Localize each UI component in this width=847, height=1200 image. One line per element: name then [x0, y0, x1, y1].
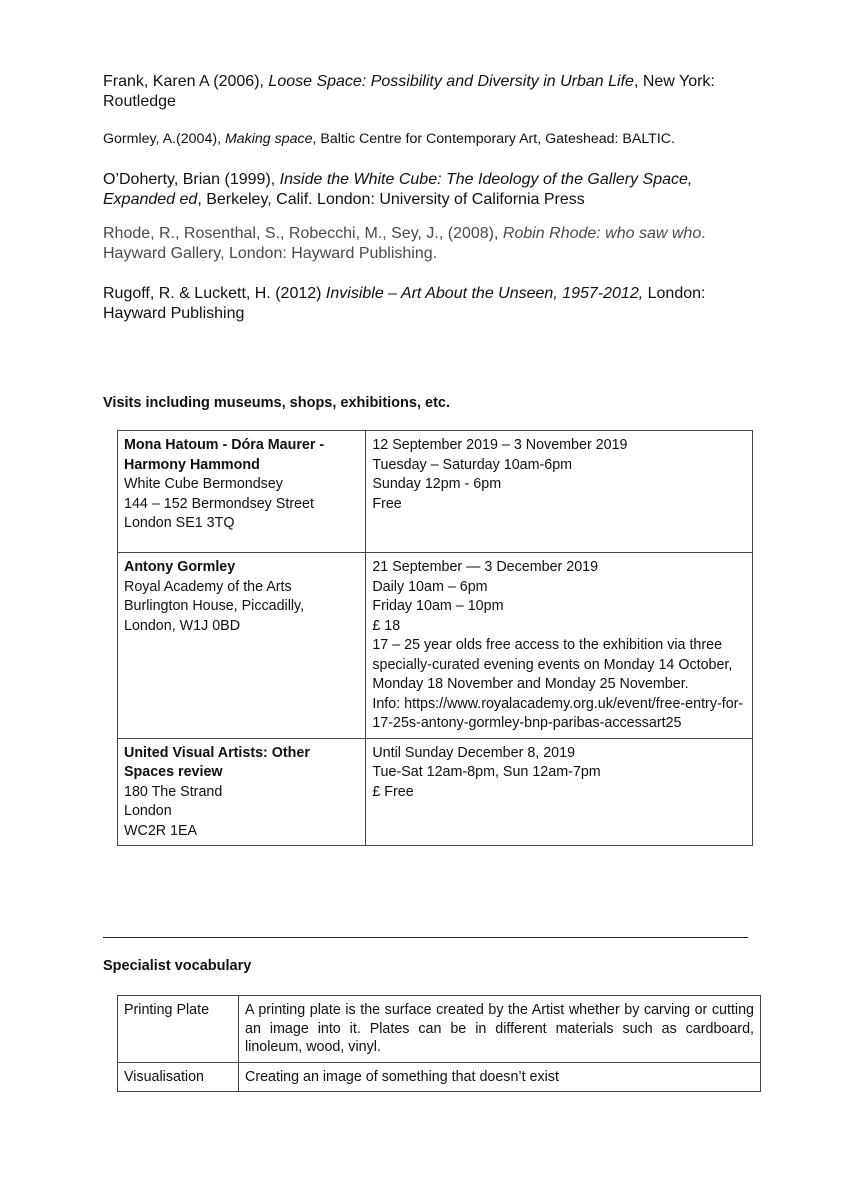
- reference-item: Frank, Karen A (2006), Loose Space: Possibility and Diversity in Urban Life, New York: Routledge: [103, 73, 715, 110]
- venue-name: Antony Gormley: [124, 559, 236, 575]
- visit-detail-line: 21 September — 3 December 2019: [372, 559, 599, 575]
- venue-address-line: London, W1J 0BD: [124, 617, 241, 634]
- venue-address-line: 144 – 152 Bermondsey Street: [124, 495, 314, 512]
- section-divider: [103, 937, 748, 938]
- visits-heading: Visits including museums, shops, exhibitions, etc.: [103, 395, 451, 411]
- visit-details-cell: [366, 738, 753, 846]
- table-row: [118, 738, 753, 846]
- vocabulary-term: Printing Plate: [118, 996, 239, 1063]
- visit-detail-line: Friday 10am – 10pm: [372, 598, 504, 614]
- vocabulary-definition: A printing plate is the surface created by the Artist whether by carving or cutting an image into it. Plates can be in different materials such as cardboard, linoleum, wood, vinyl.: [239, 996, 761, 1063]
- table-row: [118, 553, 753, 739]
- table-row: [118, 1062, 761, 1092]
- visit-details-cell: [366, 431, 753, 553]
- venue-address-line: Royal Academy of the Arts: [124, 578, 292, 595]
- venue-cell: [118, 431, 366, 553]
- visit-info-link[interactable]: Info: https://www.royalacademy.org.uk/event/free-entry-for-17-25s-antony-gormley-bnp-paribas-accessart25: [372, 695, 744, 731]
- reference-item: Rugoff, R. & Luckett, H. (2012) Invisible – Art About the Unseen, 1957-2012, London: Hayward Publishing: [103, 285, 706, 322]
- venue-address-line: Burlington House, Piccadilly,: [124, 598, 305, 614]
- table-row: [118, 996, 761, 1063]
- visit-detail-line: 17 – 25 year olds free access to the exhibition via three specially-curated evening events on Monday 14 October, Monday 18 November and Monday 25 November.: [372, 637, 733, 692]
- visit-details-cell: [366, 553, 753, 739]
- venue-address-line: London SE1 3TQ: [124, 515, 235, 531]
- vocabulary-heading: Specialist vocabulary: [103, 958, 252, 974]
- venue-address-line: White Cube Bermondsey: [124, 476, 283, 492]
- visit-detail-line: Until Sunday December 8, 2019: [372, 744, 576, 761]
- visit-detail-line: 12 September 2019 – 3 November 2019: [372, 437, 628, 453]
- table-row: [118, 431, 753, 553]
- visits-table: [117, 430, 753, 846]
- visit-detail-line: £ 18: [372, 617, 401, 634]
- visit-detail-line: Tuesday – Saturday 10am-6pm: [372, 456, 573, 473]
- visit-detail-line: Tue-Sat 12am-8pm, Sun 12am-7pm: [372, 764, 601, 780]
- visit-detail-line: Free: [372, 495, 402, 512]
- vocabulary-definition: Creating an image of something that doesn’t exist: [239, 1062, 761, 1092]
- vocabulary-table: [117, 995, 761, 1092]
- visit-detail-line: £ Free: [372, 783, 414, 800]
- vocabulary-term: Visualisation: [118, 1062, 239, 1092]
- venue-name: Mona Hatoum - Dóra Maurer - Harmony Hammond: [124, 437, 325, 473]
- venue-address-line: WC2R 1EA: [124, 822, 198, 839]
- venue-address-line: London: [124, 803, 172, 819]
- reference-item: Rhode, R., Rosenthal, S., Robecchi, M., Sey, J., (2008), Robin Rhode: who saw who. Hayward Gallery, London: Hayward Publishing.: [103, 225, 706, 262]
- reference-item: Gormley, A.(2004), Making space, Baltic Centre for Contemporary Art, Gateshead: BALTIC.: [103, 131, 675, 147]
- visit-detail-line: Daily 10am – 6pm: [372, 578, 488, 595]
- venue-address-line: 180 The Strand: [124, 783, 223, 800]
- venue-cell: [118, 553, 366, 739]
- venue-cell: [118, 738, 366, 846]
- reference-item: O’Doherty, Brian (1999), Inside the White Cube: The Ideology of the Gallery Space, Expanded ed, Berkeley, Calif. London: University of California Press: [103, 171, 693, 208]
- visit-detail-line: Sunday 12pm - 6pm: [372, 476, 502, 492]
- venue-name: United Visual Artists: Other Spaces review: [124, 744, 310, 780]
